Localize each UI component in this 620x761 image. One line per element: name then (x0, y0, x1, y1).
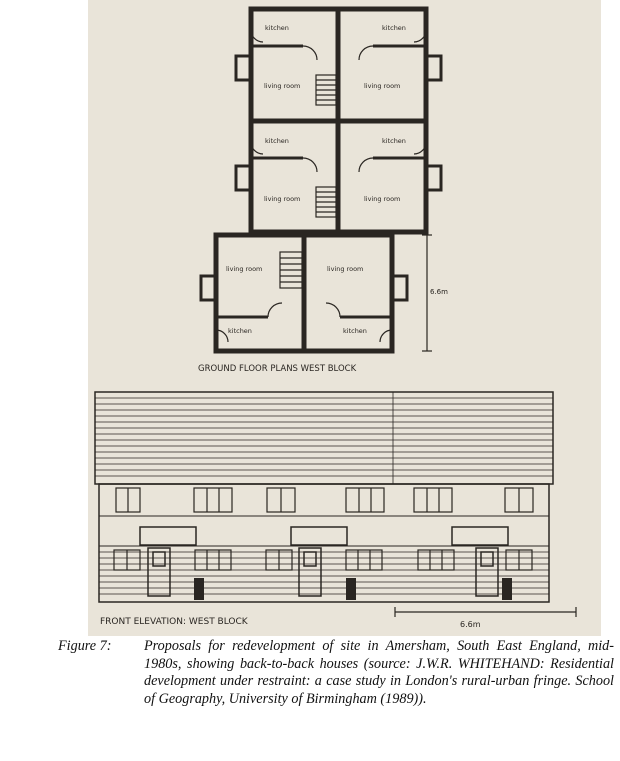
door-canopies (140, 527, 508, 545)
room-label-kitchen: kitchen (382, 137, 406, 145)
room-label-kitchen: kitchen (265, 137, 289, 145)
figure-plate (88, 0, 601, 636)
room-label-living-room: living room (226, 265, 263, 273)
plan-title: GROUND FLOOR PLANS WEST BLOCK (198, 364, 357, 374)
room-label-living-room: living room (264, 195, 301, 203)
upper-windows (116, 488, 533, 512)
front-elevation (95, 392, 576, 617)
elevation-dimension-line (395, 607, 576, 617)
room-label-kitchen: kitchen (228, 327, 252, 335)
stair-lower (280, 252, 302, 288)
room-label-living-room: living room (327, 265, 364, 273)
caption-text: Proposals for redevelopment of site in Amersham, South East England, mid-1980s, showing back-to-back houses (source: J.W.R. WHITEHAND: Residential development under restraint: a case study in London's rural-urban fringe. School of Geography, University of Birmingham (1989)). (144, 638, 614, 707)
plan-dimension-label: 6.6m (430, 288, 448, 296)
caption-label: Figure 7: (58, 638, 112, 654)
stair-upper-1 (316, 75, 336, 105)
room-label-living-room: living room (364, 195, 401, 203)
ground-windows (114, 550, 532, 570)
architectural-drawing (88, 0, 601, 636)
room-label-living-room: living room (264, 82, 301, 90)
room-label-kitchen: kitchen (343, 327, 367, 335)
room-label-kitchen: kitchen (382, 24, 406, 32)
roof-hatching (95, 392, 553, 484)
room-label-kitchen: kitchen (265, 24, 289, 32)
stair-upper-2 (316, 187, 336, 217)
room-label-living-room: living room (364, 82, 401, 90)
dark-recesses (194, 578, 512, 600)
elevation-title: FRONT ELEVATION: WEST BLOCK (100, 617, 248, 627)
elevation-dimension-label: 6.6m (460, 620, 481, 629)
